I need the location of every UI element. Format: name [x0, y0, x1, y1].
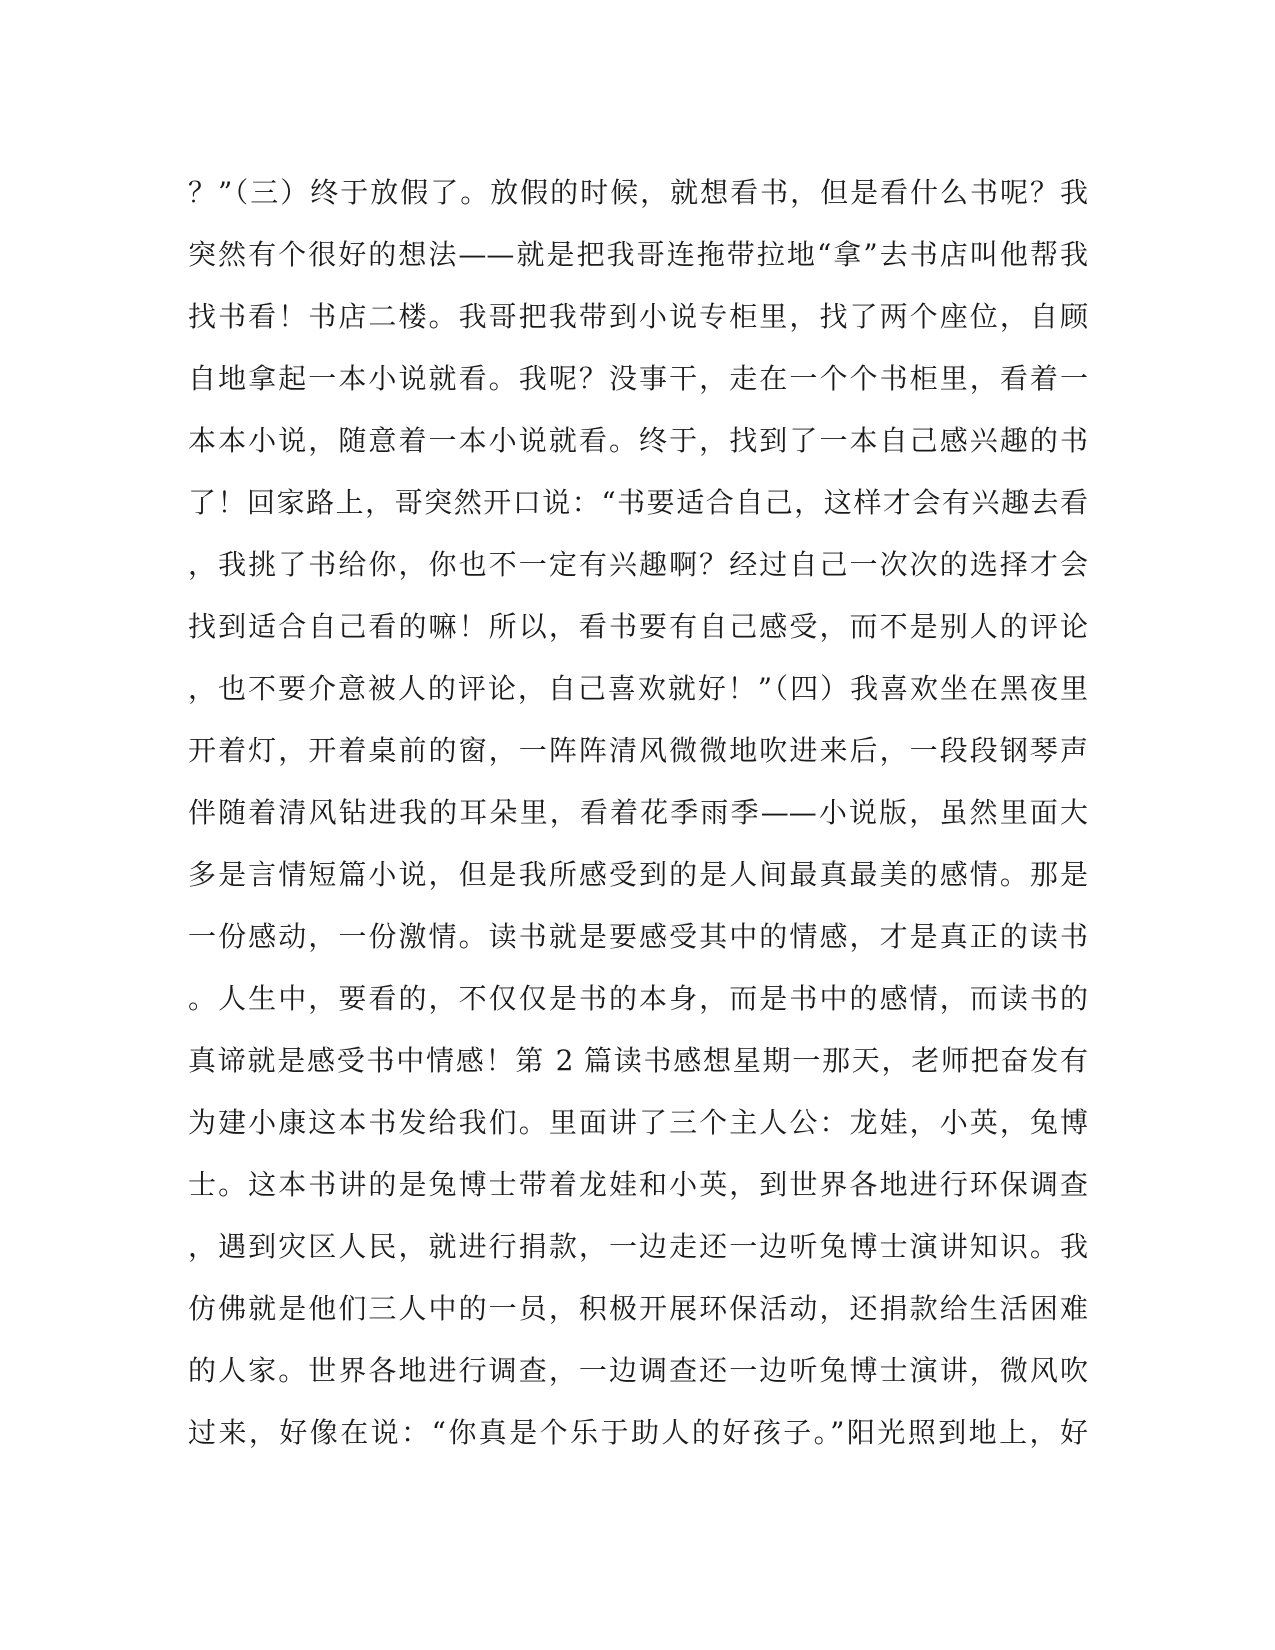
text-line-14: 。人生中，要看的，不仅仅是书的本身，而是书中的感情，而读书的: [188, 982, 1088, 1015]
text-line-10: 开着灯，开着桌前的窗，一阵阵清风微微地吹进来后，一段段钢琴声: [188, 734, 1088, 767]
text-line-8: 找到适合自己看的嘛！所以，看书要有自己感受，而不是别人的评论: [188, 610, 1088, 643]
text-line-18: ，遇到灾区人民，就进行捐款，一边走还一边听兔博士演讲知识。我: [188, 1230, 1088, 1263]
text-line-1: ？”（三）终于放假了。放假的时候，就想看书，但是看什么书呢？我: [188, 176, 1088, 209]
text-line-16: 为建小康这本书发给我们。里面讲了三个主人公：龙娃，小英，兔博: [188, 1106, 1088, 1139]
text-line-7: ，我挑了书给你，你也不一定有兴趣啊？经过自己一次次的选择才会: [188, 548, 1088, 581]
body-text: [188, 162, 1088, 1464]
text-line-13: 一份感动，一份激情。读书就是要感受其中的情感，才是真正的读书: [188, 920, 1088, 953]
text-line-2: 突然有个很好的想法——就是把我哥连拖带拉地“拿”去书店叫他帮我: [188, 238, 1088, 271]
text-line-4: 自地拿起一本小说就看。我呢？没事干，走在一个个书柜里，看着一: [188, 362, 1088, 395]
text-line-20: 的人家。世界各地进行调查，一边调查还一边听兔博士演讲，微风吹: [188, 1354, 1088, 1387]
text-line-9: ，也不要介意被人的评论，自己喜欢就好！”（四）我喜欢坐在黑夜里: [188, 672, 1088, 705]
text-line-5: 本本小说，随意着一本小说就看。终于，找到了一本自己感兴趣的书: [188, 424, 1088, 457]
text-line-15: 真谛就是感受书中情感！第 2 篇读书感想星期一那天，老师把奋发有: [188, 1044, 1088, 1077]
text-line-17: 士。这本书讲的是兔博士带着龙娃和小英，到世界各地进行环保调查: [188, 1168, 1088, 1201]
text-line-6: 了！回家路上，哥突然开口说：“书要适合自己，这样才会有兴趣去看: [188, 486, 1088, 519]
text-line-21: 过来，好像在说：“你真是个乐于助人的好孩子。”阳光照到地上，好: [188, 1416, 1088, 1449]
text-line-11: 伴随着清风钻进我的耳朵里，看着花季雨季——小说版，虽然里面大: [188, 796, 1088, 829]
text-line-12: 多是言情短篇小说，但是我所感受到的是人间最真最美的感情。那是: [188, 858, 1088, 891]
text-line-3: 找书看！书店二楼。我哥把我带到小说专柜里，找了两个座位，自顾: [188, 300, 1088, 333]
text-line-19: 仿佛就是他们三人中的一员，积极开展环保活动，还捐款给生活困难: [188, 1292, 1088, 1325]
